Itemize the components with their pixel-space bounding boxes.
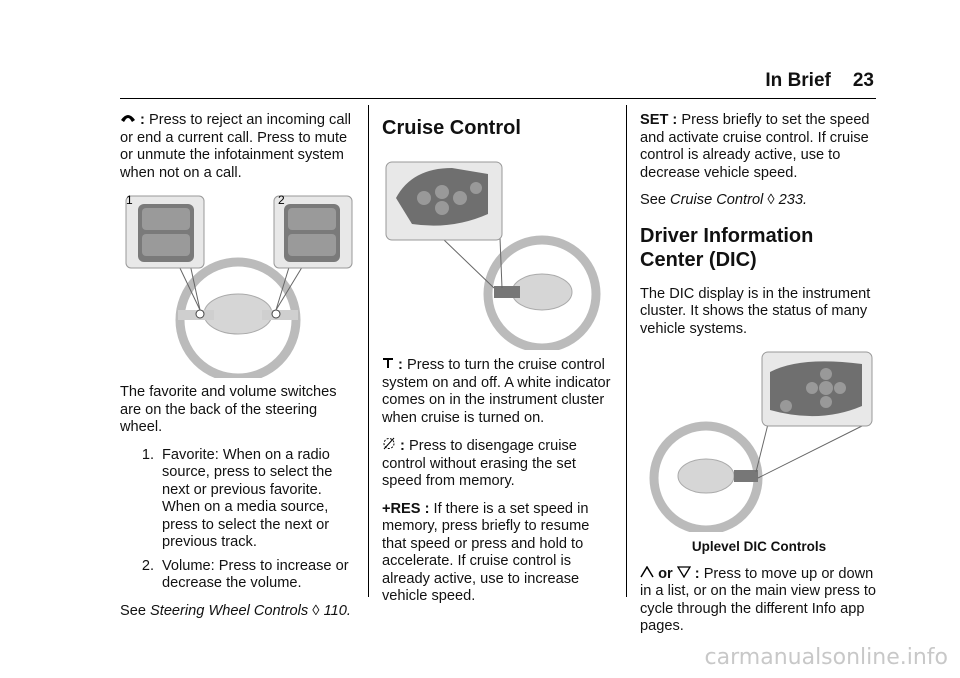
favorite-volume-switch-figure	[120, 192, 356, 378]
column-divider	[368, 105, 369, 597]
header-rule	[120, 98, 876, 99]
figure-label-2: 2	[278, 193, 285, 207]
cruise-control-figure	[382, 154, 614, 350]
page-number: 23	[852, 70, 874, 91]
column-3	[640, 112, 878, 646]
list-item: 1. Favorite: When on a radio source, press to select the next or previous favorite. When on a media source, press to select the next or previous track.	[141, 446, 333, 550]
list-item: 2. Volume: Press to increase or decrease the volume.	[141, 557, 349, 591]
favorite-intro: The favorite and volume switches are on the back of the steering wheel.	[120, 384, 337, 435]
watermark: carmanualsonline.info	[704, 645, 948, 670]
cruise-onoff-icon: :	[382, 357, 407, 373]
figure-caption: Uplevel DIC Controls	[691, 539, 827, 554]
see-reference: See Cruise Control ◊ 233.	[640, 192, 808, 208]
cruise-control-link[interactable]: Cruise Control	[670, 192, 764, 208]
reject-paragraph: : Press to reject an incoming call or end a current call. Press to mute or unmute the infotainment system when not on a call.	[120, 112, 351, 181]
dic-paragraph: The DIC display is in the instrument cluster. It shows the status of many vehicle systems.	[640, 285, 871, 337]
uplevel-dic-controls-figure	[640, 348, 876, 532]
cruise-onoff-paragraph: : Press to turn the cruise control system on and off. A white indicator comes on in the instrument cluster when cruise is turned on.	[382, 357, 611, 426]
down-arrow-icon: :	[677, 566, 704, 582]
reject-call-icon: :	[120, 112, 149, 128]
section-title: In Brief	[765, 70, 831, 91]
page-ref-icon: ◊	[312, 602, 320, 619]
steering-wheel-controls-link[interactable]: Steering Wheel Controls	[150, 602, 309, 619]
up-arrow-icon	[640, 566, 658, 582]
figure-label-1: 1	[126, 193, 133, 207]
cruise-cancel-icon: :	[382, 438, 409, 454]
column-2	[382, 112, 614, 616]
cruise-control-heading: Cruise Control	[382, 117, 521, 139]
dic-heading: Driver Information Center (DIC)	[640, 224, 814, 271]
cruise-set-paragraph: SET : Press briefly to set the speed and activate cruise control. If cruise control is already active, use to decrease vehicle speed.	[640, 112, 870, 181]
page-ref-icon: ◊	[767, 192, 775, 208]
page-header	[765, 70, 874, 92]
cruise-resume-paragraph: +RES : If there is a set speed in memory, press briefly to resume that speed or press and hold to accelerate. If cruise control is already active, use to increase vehicle speed.	[382, 500, 590, 604]
dic-updown-paragraph: or : Press to move up or down in a list, or on the main view press to cycle through the different Info app pages.	[640, 565, 877, 634]
column-divider	[626, 105, 627, 597]
favorite-volume-list	[120, 447, 358, 593]
see-reference: See Steering Wheel Controls ◊ 110.	[120, 602, 351, 619]
column-1	[120, 112, 358, 630]
cruise-cancel-paragraph: : Press to disengage cruise control without erasing the set speed from memory.	[382, 438, 577, 489]
